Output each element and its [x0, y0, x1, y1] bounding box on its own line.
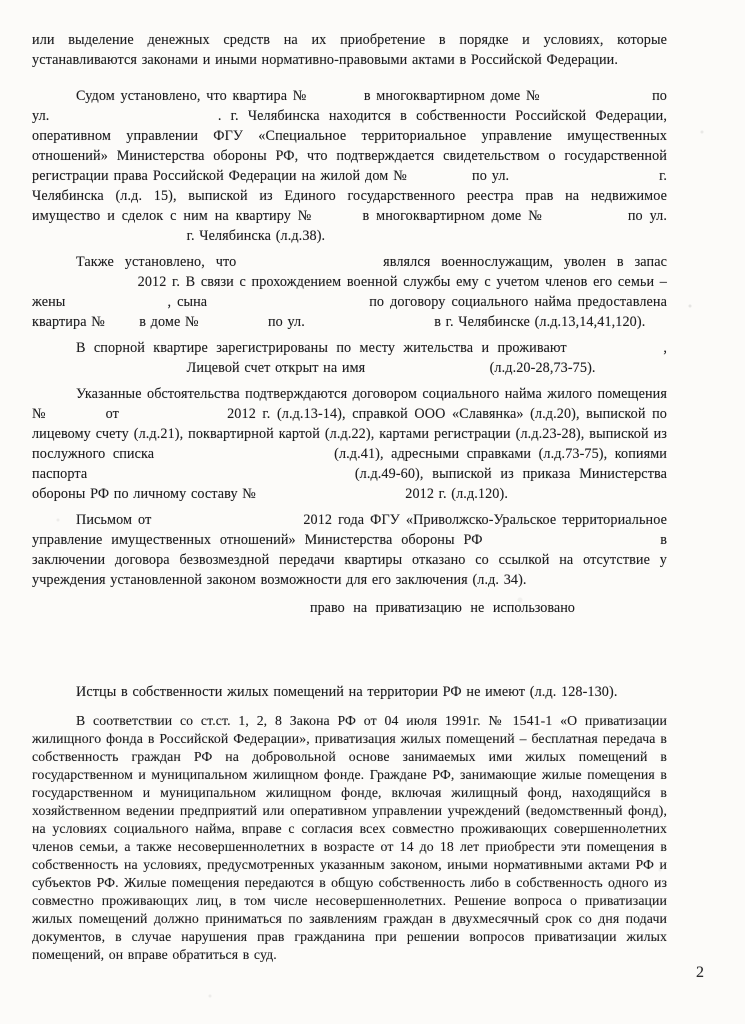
redaction-gap	[157, 522, 297, 524]
redaction-gap	[412, 178, 467, 180]
text-run: , сына	[167, 294, 208, 310]
text-run: являлся военнослужащим, уволен в запас	[383, 254, 667, 270]
paragraph-funds-allocation	[32, 30, 667, 70]
line-privatization-right	[310, 598, 667, 618]
text-run: или выделение денежных средств на их приобретение в порядке и условиях, которые устанавливаются законами и иными нормативно-правовыми актами в Российской Федерации.	[32, 32, 667, 68]
text-run: 2012 г. В связи с прохождением военной службы ему с учетом членов его семьи – жены	[32, 274, 667, 310]
text-run: по ул.	[472, 168, 510, 184]
redaction-gap	[110, 324, 135, 326]
paragraph-no-property	[32, 682, 667, 702]
redaction-gap	[313, 98, 358, 100]
paragraph-evidence-list	[32, 384, 667, 504]
text-run: 2012 года ФГУ «Приволжско-Уральское территориальное управление имущественных отношений» Министерства обороны РФ	[32, 512, 667, 548]
redaction-gap	[213, 304, 363, 306]
text-run: Истцы в собственности жилых помещений на территории РФ не имеют (л.д. 128-130).	[76, 684, 618, 700]
redaction-gap	[370, 370, 485, 372]
redaction-gap	[546, 98, 646, 100]
redaction-gap	[71, 304, 161, 306]
text-run: г. Челябинска (л.д.38).	[186, 228, 326, 244]
text-run: по ул.	[267, 314, 305, 330]
redaction-gap	[54, 416, 99, 418]
redaction-gap	[575, 350, 655, 352]
text-run: ,	[663, 340, 667, 356]
text-run: г. Челябинска (л.д. 15), выпиской из Единого государственного реестра прав на недвижимое имущество и сделок с ним на квартиру №	[32, 168, 668, 224]
text-run: от	[105, 406, 119, 422]
text-run: (л.д.41), адресными справками (л.д.73-75), копиями паспорта	[32, 446, 667, 482]
text-run: в многоквартирном доме №	[362, 208, 545, 224]
text-run: по ул.	[627, 208, 668, 224]
text-run: Также установлено, что	[76, 254, 237, 270]
redaction-gap	[96, 476, 346, 478]
redaction-gap	[514, 178, 654, 180]
paragraph-military-service	[32, 252, 667, 332]
redaction-gap	[126, 416, 221, 418]
text-run: в многоквартирном доме №	[363, 88, 541, 104]
redaction-gap	[491, 542, 651, 544]
redaction-gap	[247, 264, 372, 266]
text-run: в г. Челябинске (л.д.13,14,41,120).	[434, 314, 646, 330]
redaction-gap	[321, 218, 356, 220]
paragraph-refusal-letter	[32, 510, 667, 590]
paragraph-court-established	[32, 86, 667, 246]
text-run: (л.д.49-60), выпиской из приказа Министерства обороны РФ по личному составу №	[32, 466, 667, 502]
text-run: по ул.	[32, 88, 667, 124]
text-run: Письмом от	[76, 512, 152, 528]
text-run: В соответствии со ст.ст. 1, 2, 8 Закона РФ от 04 июля 1991г. № 1541-1 «О приватизации жилищного фонда в Российской Федерации», приватизация жилых помещений – бесплатная передача в собственность граждан РФ на добровольной основе занимаемых ими жилых помещений в государственном и муниципальном жилищном фонде. Граждане РФ, занимающие жилые помещения в государственном и муниципальном жилищном фонде, включая жилищный фонд, находящийся в хозяйственном ведении предприятий или оперативном управлении учреждений (ведомственный фонд), на условиях социального найма, вправе с согласия всех совместно проживающих совершеннолетних членов семьи, а также несовершеннолетних в возрасте от 14 до 18 лет приобрести эти помещения в собственность на условиях, предусмотренных указанным законом, иными нормативными актами РФ и субъектов РФ. Жилые помещения передаются в общую собственность либо в собственность одного из совместно проживающих лиц, в том числе несовершеннолетних. Решение вопроса о приватизации жилых помещений должно приниматься по заявлениям граждан в двухмесячный срок со дня подачи документов, в случае нарушения прав гражданина при решении вопросов приватизации жилых помещений, он вправе обратиться в суд.	[32, 713, 667, 962]
redaction-gap	[32, 370, 182, 372]
redaction-gap	[261, 496, 401, 498]
redaction-gap	[162, 456, 327, 458]
text-run: 2012 г. (л.д.120).	[405, 486, 508, 502]
text-run: в доме №	[139, 314, 199, 330]
paragraph-law-citation	[32, 712, 667, 964]
text-run: в заключении договора безвозмездной передачи квартиры отказано со ссылкой на отсутствие у учреждения установленной законом возможности для его заключения (л.д. 34).	[32, 532, 668, 588]
redaction-gap	[32, 284, 132, 286]
page-number: 2	[696, 964, 704, 981]
text-run: . г. Челябинска находится в собственности Российской Федерации, оперативном управлении ФГУ «Специальное территориальное управление имущественных отношений» Министерства обороны РФ, что подтверждается свидетельством о государственной регистрации права Российской Федерации на жилой дом №	[32, 108, 667, 184]
text-run: Судом установлено, что квартира №	[76, 88, 308, 104]
text-run: право на приватизацию не использовано	[310, 600, 575, 616]
text-run: 2012 г. (л.д.13-14), справкой ООО «Славянка» (л.д.20), выпиской по лицевому счету (л.д.21), поквартирной картой (л.д.22), картами регистрации (л.д.23-28), выпиской из послужного списка	[32, 406, 667, 462]
text-run: по договору социального найма предоставлена квартира №	[32, 294, 667, 330]
redaction-gap	[32, 238, 182, 240]
redaction-gap	[59, 118, 209, 120]
text-run: Указанные обстоятельства подтверждаются договором социального найма жилого помещения №	[32, 386, 667, 422]
paragraph-registered-residents	[32, 338, 667, 378]
text-run: Лицевой счет открыт на имя	[186, 360, 366, 376]
redaction-gap	[310, 324, 430, 326]
text-run: В спорной квартире зарегистрированы по месту жительства и проживают	[76, 340, 567, 356]
redaction-gap	[551, 218, 621, 220]
text-run: (л.д.20-28,73-75).	[489, 360, 596, 376]
redaction-gap	[203, 324, 263, 326]
